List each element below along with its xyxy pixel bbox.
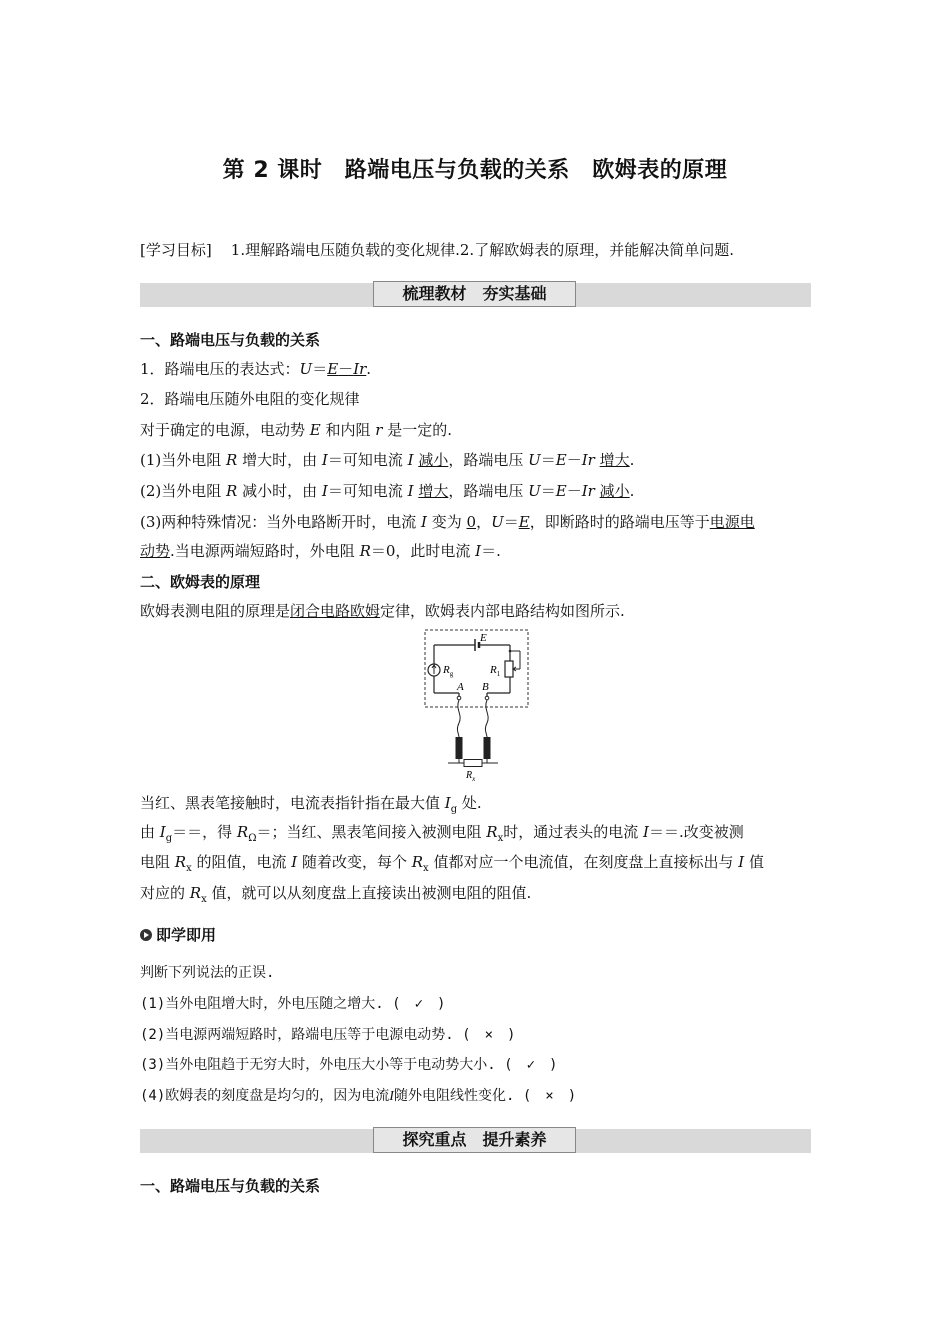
paragraph: (3)两种特殊情况：当外电路断开时，电流 I 变为 0，U＝E，即断路时的路端电压等于电源电 (140, 513, 755, 531)
paragraph: (1)当外电阻 R 增大时，由 I＝可知电流 I 减小，路端电压 U＝E－Ir 增大. (140, 451, 635, 469)
section-heading: 一、路端电压与负载的关系 (140, 1177, 321, 1195)
objectives-text: 1.理解路端电压随负载的变化规律.2.了解欧姆表的原理，并能解决简单问题. (230, 241, 734, 259)
answer-blank: 减小 (418, 451, 449, 469)
judgement-mark: ( ✓ ) (504, 1057, 558, 1073)
answer-blank: E (518, 513, 530, 531)
section-band-explore (140, 1129, 811, 1153)
terminal-A (457, 696, 461, 700)
paragraph: 对于确定的电源，电动势 E 和内阻 r 是一定的. (140, 421, 452, 439)
section-heading: 一、路端电压与负载的关系 (140, 331, 321, 349)
paragraph: 电阻 $R_x$ 的阻值，电流 I 随着改变，每个 $R_x$ 值都对应一个电流值，在刻度盘上直接标出与 I 值 (140, 853, 764, 874)
practice-intro: 判断下列说法的正误. (140, 965, 275, 981)
label-B: B (482, 681, 489, 693)
judgement-mark: ( ✓ ) (392, 996, 446, 1012)
band-label: 探究重点 提升素养 (373, 1127, 576, 1153)
section-band-basics (140, 283, 811, 307)
page-title: 第 2 课时 路端电压与负载的关系 欧姆表的原理 (222, 158, 728, 183)
practice-item: (2)当电源两端短路时，路端电压等于电源电动势. ( × ) (140, 1027, 516, 1043)
ohmmeter-circuit-diagram (424, 629, 530, 781)
probe-red (456, 737, 463, 759)
label-E: E (480, 632, 487, 644)
judgement-mark: ( × ) (462, 1027, 516, 1043)
answer-blank: 电源电 (709, 513, 755, 531)
answer-blank: 闭合电路欧姆 (290, 602, 381, 620)
paragraph: (2)当外电阻 R 减小时，由 I＝可知电流 I 增大，路端电压 U＝E－Ir 减小. (140, 482, 635, 500)
judgement-mark: ( × ) (522, 1088, 577, 1104)
practice-heading: 即学即用 (140, 925, 812, 945)
probe-black (484, 737, 491, 759)
answer-blank: 减小 (599, 482, 630, 500)
terminal-B (485, 696, 489, 700)
practice-item: (4)欧姆表的刻度盘是均匀的，因为电流I随外电阻线性变化. ( × ) (140, 1088, 577, 1104)
paragraph: 当红、黑表笔接触时，电流表指针指在最大值 $I_g$ 处. (140, 794, 482, 815)
resistor-Rx (464, 760, 482, 767)
learning-objectives (140, 240, 812, 260)
practice-item: (1)当外电阻增大时，外电压随之增大. ( ✓ ) (140, 996, 446, 1012)
play-bullet-icon (140, 929, 152, 941)
answer-blank: 增大 (418, 482, 449, 500)
lead-wire (457, 700, 460, 739)
paragraph: 对应的 $R_x$ 值，就可以从刻度盘上直接读出被测电阻的阻值. (140, 884, 532, 905)
paragraph: 1．路端电压的表达式：U＝E－Ir. (140, 360, 372, 378)
paragraph: 动势.当电源两端短路时，外电阻 R＝0，此时电流 I＝. (140, 542, 501, 560)
answer-blank: 0 (466, 513, 477, 531)
label-Rx: $R_x$ (466, 770, 476, 781)
objectives-label: [学习目标] (140, 241, 212, 259)
label-R1: $R_1$ (490, 664, 501, 678)
rheostat-R1 (505, 661, 513, 677)
paragraph: 2．路端电压随外电阻的变化规律 (140, 390, 360, 408)
junction (509, 650, 512, 653)
label-A: A (457, 681, 464, 693)
answer-blank: 动势 (140, 542, 171, 560)
answer-blank: 增大 (599, 451, 630, 469)
paragraph: 欧姆表测电阻的原理是闭合电路欧姆定律，欧姆表内部电路结构如图所示. (140, 602, 625, 620)
lead-wire (485, 700, 488, 739)
band-label: 梳理教材 夯实基础 (373, 281, 576, 307)
practice-item: (3)当外电阻趋于无穷大时，外电压大小等于电动势大小. ( ✓ ) (140, 1057, 558, 1073)
label-Rg: $R_g$ (443, 664, 454, 678)
section-heading: 二、欧姆表的原理 (140, 573, 261, 591)
paragraph: 由 $I_g==$，得 $R_\Omega=$；当红、黑表笔间接入被测电阻 $R_x$时，通过表头的电流 I＝＝.改变被测 (140, 823, 744, 844)
